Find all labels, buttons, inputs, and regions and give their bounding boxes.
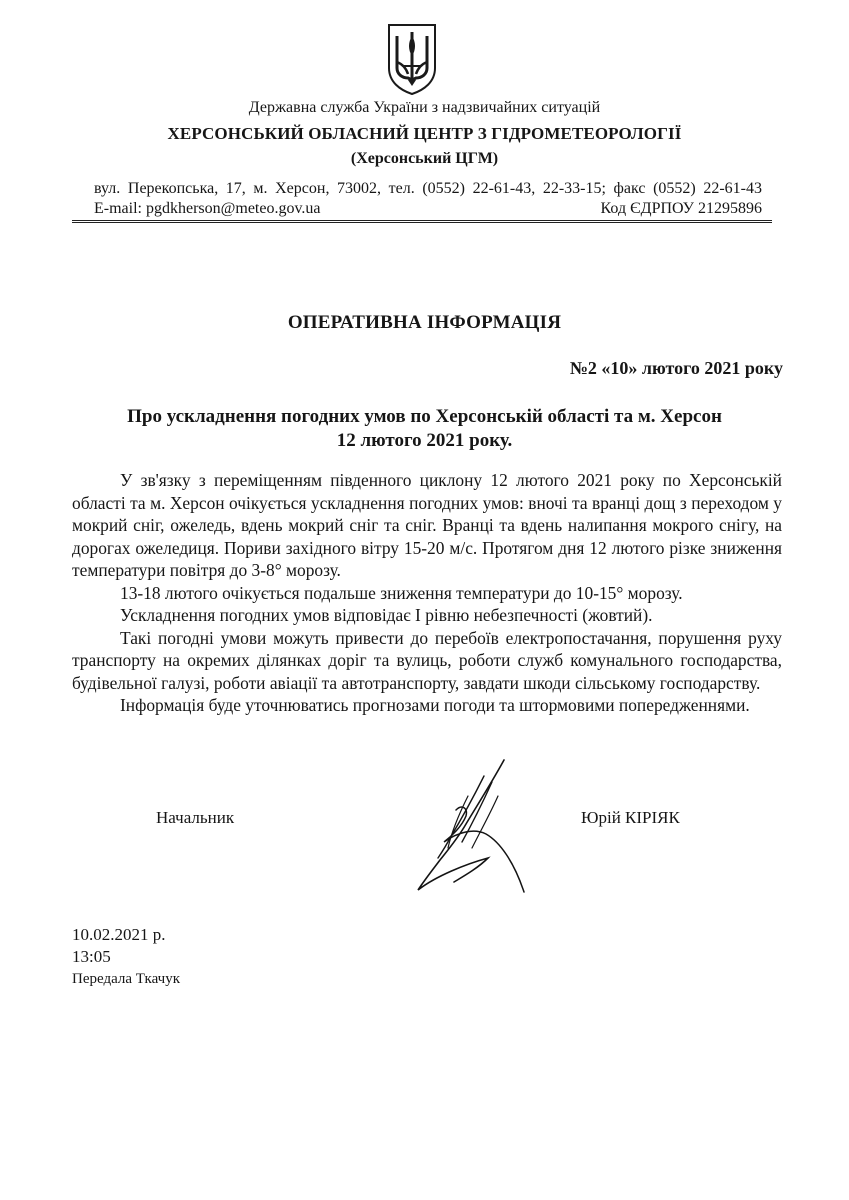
issue-date: 10.02.2021 р. — [72, 925, 166, 944]
body-paragraph: Інформація буде уточнюватись прогнозами погоди та штормовими попередженнями. — [120, 695, 750, 715]
contact-row — [94, 200, 762, 218]
edrpou-code: Код ЄДРПОУ 21295896 — [600, 200, 762, 217]
sender-note: Передала Ткачук — [72, 971, 181, 987]
letterhead-divider — [72, 220, 772, 223]
organization-short-name: (Херсонський ЦГМ) — [350, 150, 499, 167]
subject-line: Про ускладнення погодних умов по Херсонській області та м. Херсон — [127, 406, 722, 427]
issue-time: 13:05 — [72, 947, 111, 966]
document-number: №2 «10» лютого 2021 року — [569, 358, 783, 378]
body-paragraph: У зв'язку з переміщенням південного циклону 12 лютого 2021 року по Херсонській області та м. Херсон очікується ускладнення погодних умов: вночі та вранці дощ з переходом у мокрий сніг, ожеледь, вдень мокрий сніг та сніг. Вранці та вдень налипання мокрого снігу, на дорогах ожеледиця. Пориви західного вітру 15-20 м/с. Протягом дня 12 лютого різке зниження температури повітря до 3-8° морозу. — [72, 470, 782, 580]
subject-date-line: 12 лютого 2021 року. — [336, 430, 513, 451]
signatory-name: Юрій КІРІЯК — [581, 808, 680, 827]
document-subject — [0, 405, 849, 453]
body-paragraph: 13-18 лютого очікується подальше зниження температури до 10-15° морозу. — [120, 582, 683, 603]
body-paragraph: Такі погодні умови можуть привести до перебоїв електропостачання, порушення руху транспорту на окремих ділянках доріг та вулиць, роботи служб комунального господарства, будівельної галузі, роботи авіації та автотранспорту, завдати шкоди сільському господарству. — [72, 627, 782, 693]
handwritten-signature — [396, 752, 546, 902]
body-paragraph: Ускладнення погодних умов відповідає І рівню небезпечності (жовтий). — [120, 605, 653, 625]
document-title: ОПЕРАТИВНА ІНФОРМАЦІЯ — [287, 312, 562, 333]
agency-name: Державна служба України з надзвичайних ситуацій — [248, 99, 601, 116]
document-body — [72, 469, 782, 717]
organization-name: ХЕРСОНСЬКИЙ ОБЛАСНИЙ ЦЕНТР З ГІДРОМЕТЕОРОЛОГІЇ — [167, 124, 682, 143]
signatory-role: Начальник — [156, 808, 235, 827]
organization-address: вул. Перекопська, 17, м. Херсон, 73002, тел. (0552) 22-61-43, 22-33-15; факс (0552) 22-61-43 — [94, 180, 762, 197]
email-address: E-mail: pgdkherson@meteo.gov.ua — [94, 200, 321, 217]
trident-emblem-icon — [386, 22, 438, 96]
